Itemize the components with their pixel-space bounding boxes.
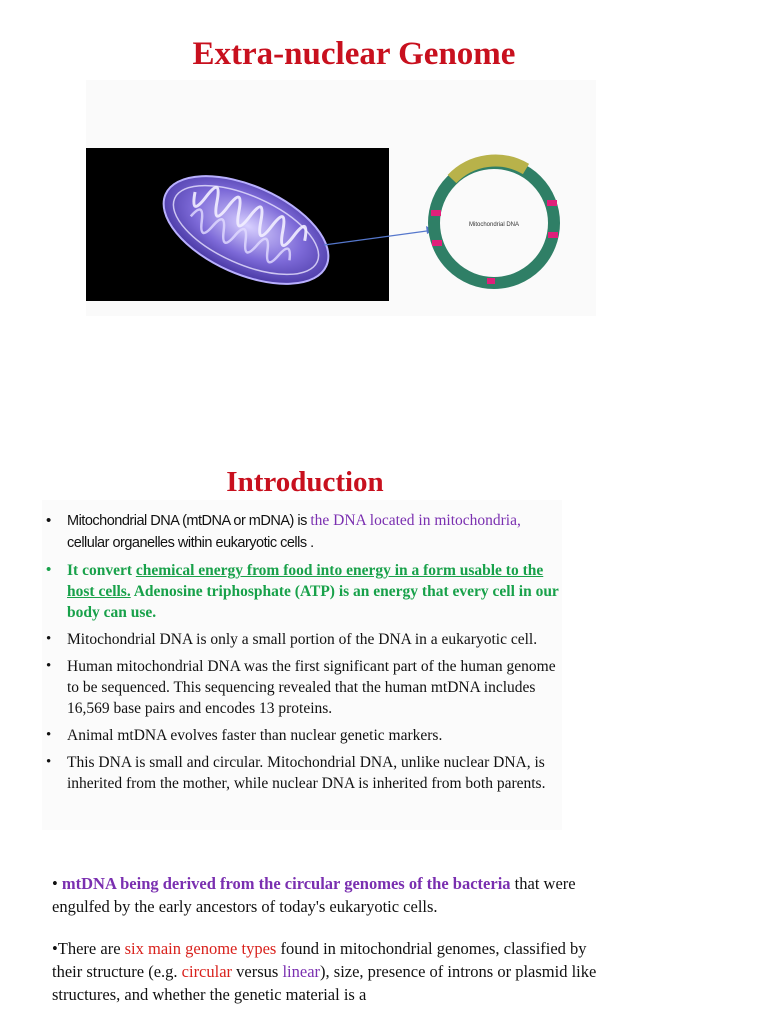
intro-heading: Introduction: [226, 466, 384, 498]
highlight-six-types: six main genome types: [124, 939, 277, 958]
paragraph-genome-types: •There are six main genome types found in mitochondrial genomes, classified by their structure (e.g. circular versus linear), size, presence of introns or plasmid like structures, and whether the genetic material is a: [52, 939, 597, 1004]
mitochondria-figure: [86, 80, 596, 316]
paragraph-derived: • mtDNA being derived from the circular genomes of the bacteria that were engulfed by the early ancestors of today's eukaryotic cells.: [52, 874, 576, 916]
bullet-evolves-faster: • Animal mtDNA evolves faster than nuclear genetic markers.: [44, 725, 564, 746]
bullet-energy: • It convert chemical energy from food into energy in a form usable to the host cells. Adenosine triphosphate (ATP) is an energy that every cell in our body can use.: [44, 560, 564, 623]
bullet-mtdna-definition: • Mitochondrial DNA (mtDNA or mDNA) is the DNA located in mitochondria, cellular organelles within eukaryotic cells .: [44, 510, 564, 554]
bullet-inherited: • This DNA is small and circular. Mitochondrial DNA, unlike nuclear DNA, is inherited from the mother, while nuclear DNA is inherited from both parents.: [44, 752, 564, 794]
bullet-sequenced: • Human mitochondrial DNA was the first significant part of the human genome to be sequenced. This sequencing revealed that the human mtDNA includes 16,569 base pairs and encodes 13 proteins.: [44, 656, 564, 719]
highlight-circular: circular: [181, 962, 233, 981]
underlined-energy-text: chemical energy from food into energy in a form usable to the host cells.: [67, 562, 544, 600]
highlight-bacteria-origin: mtDNA being derived from the circular genomes of the bacteria: [61, 874, 511, 893]
intro-bullets: [44, 510, 564, 800]
highlight-dna-location: the DNA located in mitochondria,: [310, 512, 521, 529]
title-line-1: Extra-nuclear Genome: [192, 36, 516, 72]
mtdna-circle-map: [431, 161, 558, 284]
highlight-linear: linear: [282, 962, 321, 981]
lower-text: [52, 872, 612, 1025]
bullet-small-portion: • Mitochondrial DNA is only a small portion of the DNA in a eukaryotic cell.: [44, 629, 564, 650]
circle-label: Mitochondrial DNA: [468, 222, 520, 228]
figure-illustration: [86, 80, 596, 316]
